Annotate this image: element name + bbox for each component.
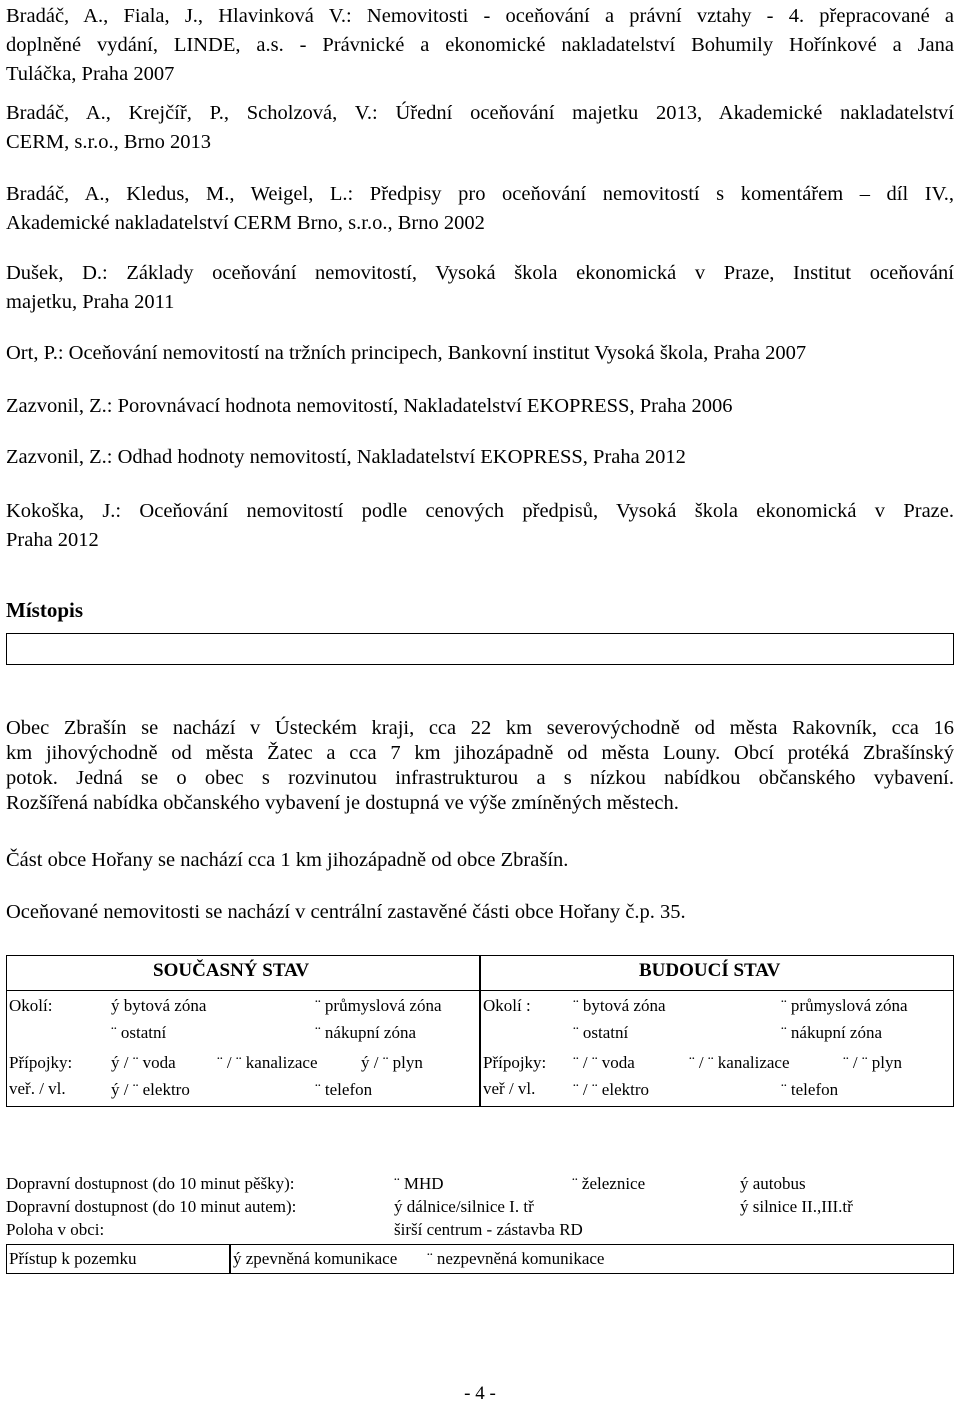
location-paragraph bbox=[6, 716, 954, 816]
paragraph-line: potok. Jedná se o obec s rozvinutou infrastrukturou a s nízkou nabídkou občanského vybavení. bbox=[6, 767, 954, 789]
current-water: ý / ¨ voda bbox=[111, 1053, 176, 1072]
reference-line: Praha 2012 bbox=[6, 529, 99, 551]
current-connections-label: Přípojky: bbox=[9, 1053, 73, 1072]
column-divider bbox=[229, 1245, 231, 1273]
position-label: Poloha v obci: bbox=[6, 1220, 105, 1239]
current-electricity: ý / ¨ elektro bbox=[111, 1080, 190, 1099]
current-state-title: SOUČASNÝ STAV bbox=[153, 960, 310, 981]
reference-line: majetku, Praha 2011 bbox=[6, 291, 175, 313]
position-value: širší centrum - zástavba RD bbox=[394, 1220, 583, 1239]
current-surroundings-label: Okolí: bbox=[9, 996, 53, 1015]
current-other: ¨ ostatní bbox=[111, 1023, 167, 1042]
access-highway: ý dálnice/silnice I. tř bbox=[394, 1197, 534, 1216]
reference-line: Akademické nakladatelství CERM Brno, s.r.o., Brno 2002 bbox=[6, 212, 485, 234]
current-phone: ¨ telefon bbox=[315, 1080, 373, 1099]
reference-line: doplněné vydání, LINDE, a.s. - Právnické a ekonomické nakladatelství Bohumily Hořínkové a Jana bbox=[6, 34, 954, 56]
paragraph-line: km jihovýchodně od města Žatec a cca 7 km jihozápadně od města Louny. Obcí protéká Zbrašínský bbox=[6, 742, 954, 764]
future-residential-zone: ¨ bytová zóna bbox=[573, 996, 666, 1015]
reference-2 bbox=[6, 99, 954, 157]
future-industrial-zone: ¨ průmyslová zóna bbox=[781, 996, 908, 1015]
reference-6 bbox=[6, 392, 954, 421]
future-surroundings-label: Okolí : bbox=[483, 996, 531, 1015]
paragraph-line: Obec Zbrašín se nachází v Ústeckém kraji, cca 22 km severovýchodně od města Rakovník, cca 16 bbox=[6, 717, 954, 739]
current-shopping-zone: ¨ nákupní zóna bbox=[315, 1023, 417, 1042]
reference-line: Zazvonil, Z.: Odhad hodnoty nemovitostí, Nakladatelství EKOPRESS, Praha 2012 bbox=[6, 446, 686, 468]
property-location-paragraph bbox=[6, 900, 954, 925]
future-public-private-label: veř / vl. bbox=[483, 1079, 536, 1098]
paragraph-line: Část obce Hořany se nachází cca 1 km jihozápadně od obce Zbrašín. bbox=[6, 849, 569, 871]
village-part-paragraph bbox=[6, 848, 954, 873]
reference-line: Tuláčka, Praha 2007 bbox=[6, 63, 175, 85]
reference-line: Bradáč, A., Fiala, J., Hlavinková V.: Nemovitosti - oceňování a právní vztahy - 4. přepracované a bbox=[6, 5, 954, 27]
reference-line: Ort, P.: Oceňování nemovitostí na tržních principech, Bankovní institut Vysoká škola, Praha 2007 bbox=[6, 342, 807, 364]
reference-line: Kokoška, J.: Oceňování nemovitostí podle cenových předpisů, Vysoká škola ekonomická v Praze. bbox=[6, 500, 954, 522]
reference-1 bbox=[6, 2, 954, 89]
future-connections-label: Přípojky: bbox=[483, 1053, 547, 1072]
paragraph-line: Oceňované nemovitosti se nachází v centrální zastavěné části obce Hořany č.p. 35. bbox=[6, 901, 686, 923]
current-residential-zone: ý bytová zóna bbox=[111, 996, 207, 1015]
access-bus: ý autobus bbox=[740, 1174, 806, 1193]
reference-5 bbox=[6, 339, 954, 368]
reference-line: CERM, s.r.o., Brno 2013 bbox=[6, 131, 212, 153]
section-heading: Místopis bbox=[6, 598, 84, 622]
page-number: - 4 - bbox=[464, 1383, 496, 1404]
reference-line: Dušek, D.: Základy oceňování nemovitostí, Vysoká škola ekonomická v Praze, Institut oceňování bbox=[6, 262, 954, 284]
access-railway: ¨ železnice bbox=[572, 1174, 646, 1193]
reference-4 bbox=[6, 259, 954, 317]
walking-access-label: Dopravní dostupnost (do 10 minut pěšky): bbox=[6, 1174, 295, 1193]
current-industrial-zone: ¨ průmyslová zóna bbox=[315, 996, 442, 1015]
plot-access-box bbox=[6, 1244, 954, 1274]
future-shopping-zone: ¨ nákupní zóna bbox=[781, 1023, 883, 1042]
reference-line: Bradáč, A., Kledus, M., Weigel, L.: Předpisy pro oceňování nemovitostí s komentářem – díl IV., bbox=[6, 183, 954, 205]
column-divider bbox=[479, 956, 481, 990]
current-public-private-label: veř. / vl. bbox=[9, 1079, 66, 1098]
current-sewer: ¨ / ¨ kanalizace bbox=[217, 1053, 318, 1072]
paragraph-line: Rozšířená nabídka občanského vybavení je dostupná ve výše zmíněných městech. bbox=[6, 792, 679, 814]
car-access-label: Dopravní dostupnost (do 10 minut autem): bbox=[6, 1197, 297, 1216]
plot-access-label: Přístup k pozemku bbox=[9, 1249, 137, 1268]
reference-8 bbox=[6, 497, 954, 555]
reference-3 bbox=[6, 180, 954, 238]
reference-7 bbox=[6, 443, 954, 472]
column-divider bbox=[479, 990, 481, 1106]
future-state-title: BUDOUCÍ STAV bbox=[639, 960, 781, 981]
future-phone: ¨ telefon bbox=[781, 1080, 839, 1099]
future-other: ¨ ostatní bbox=[573, 1023, 629, 1042]
heading-underline-box bbox=[6, 633, 954, 665]
paved-road: ý zpevněná komunikace bbox=[233, 1249, 398, 1268]
access-public-transport: ¨ MHD bbox=[394, 1174, 444, 1193]
unpaved-road: ¨ nezpevněná komunikace bbox=[427, 1249, 605, 1268]
future-sewer: ¨ / ¨ kanalizace bbox=[689, 1053, 790, 1072]
current-gas: ý / ¨ plyn bbox=[361, 1053, 423, 1072]
future-water: ¨ / ¨ voda bbox=[573, 1053, 635, 1072]
reference-line: Zazvonil, Z.: Porovnávací hodnota nemovitostí, Nakladatelství EKOPRESS, Praha 2006 bbox=[6, 395, 733, 417]
state-table bbox=[6, 955, 954, 1107]
future-electricity: ¨ / ¨ elektro bbox=[573, 1080, 649, 1099]
future-gas: ¨ / ¨ plyn bbox=[843, 1053, 903, 1072]
access-secondary-road: ý silnice II.,III.tř bbox=[740, 1197, 853, 1216]
reference-line: Bradáč, A., Krejčíř, P., Scholzová, V.: Úřední oceňování majetku 2013, Akademické nakladatelství bbox=[6, 102, 954, 124]
